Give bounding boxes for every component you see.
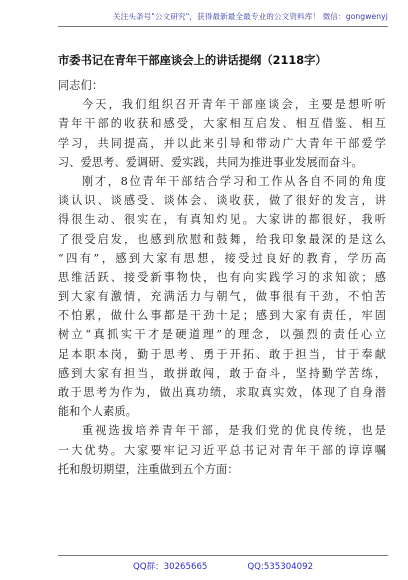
paragraph-2-line: 能和个人素质。: [58, 405, 138, 419]
paragraph-1-line: 今天，我们组织召开青年干部座谈会，主要是想听听: [82, 98, 386, 112]
paragraph-2-line: 了很受启发，也感到欣慰和鼓舞，给我印象最深的是这么: [58, 232, 386, 246]
footer-qq: QQ:535304092: [247, 562, 314, 572]
document-title: 市委书记在青年干部座谈会上的讲话提纲（2118字）: [58, 54, 327, 67]
document-body: [58, 76, 386, 479]
footer-qq-group: QQ群：30265665: [132, 562, 208, 572]
paragraph-2-line: 刚才，8位青年干部结合学习和工作从各自不同的角度: [82, 174, 386, 188]
salutation: 同志们：: [58, 79, 104, 92]
paragraph-3-line: 重视选拔培养青年干部，是我们党的优良传统，也是: [82, 424, 386, 438]
paragraph-1-line: 青年干部的收获和感受，大家相互启发、相互借鉴、相互: [58, 117, 386, 131]
paragraph-2-line: 足本职本岗，勤于思考、勇于开拓、敢于担当，甘于奉献: [58, 347, 386, 361]
paragraph-2-line: 敢于思考为作为，做出真功绩，求取真实效，体现了自身潜: [58, 386, 386, 399]
paragraph-2-line: 不怕累，做什么事都是干劲十足；感到大家有责任，牢固: [58, 309, 386, 323]
footer: [58, 560, 388, 572]
header-divider: [58, 26, 388, 27]
paragraph-2-line: 到大家有激情，充满活力与朝气，做事很有干劲，不怕苦: [58, 290, 386, 304]
paragraph-3-line: 托和殷切期望，注重做到五个方面：: [58, 462, 239, 476]
paragraph-2-line: “四有”，感到大家有思想，接受过良好的教育，学历高: [58, 251, 386, 265]
paragraph-2-line: 得很生动、很实在，有真知灼见。大家讲的都很好，我听: [58, 213, 386, 227]
paragraph-3-line: 一大优势。大家要牢记习近平总书记对青年干部的谆谆嘱: [58, 443, 386, 457]
paragraph-1-line: 学习，共同提高，并以此来引导和带动广大青年干部爱学: [58, 136, 386, 150]
footer-divider: [58, 555, 388, 556]
paragraph-1-line: 习、爱思考、爱调研、爱实践，共同为推进事业发展而奋斗。: [58, 155, 363, 169]
paragraph-2-line: 树立“真抓实干才是硬道理”的理念，以强烈的责任心立: [58, 328, 386, 342]
paragraph-2-line: 感到大家有担当，敢拼敢闯，敢于奋斗，坚持勤学苦练，: [58, 366, 386, 380]
paragraph-2-line: 思维活跃、接受新事物快，也有向实践学习的求知欲；感: [58, 270, 386, 284]
header-notice: 关注头条号"公文研究"，获得最新最全最专业的公文资料库！ 微信：gongwenyj: [112, 12, 388, 21]
paragraph-2-line: 谈认识、谈感受、谈体会、谈收获，做了很好的发言，讲: [58, 194, 386, 208]
